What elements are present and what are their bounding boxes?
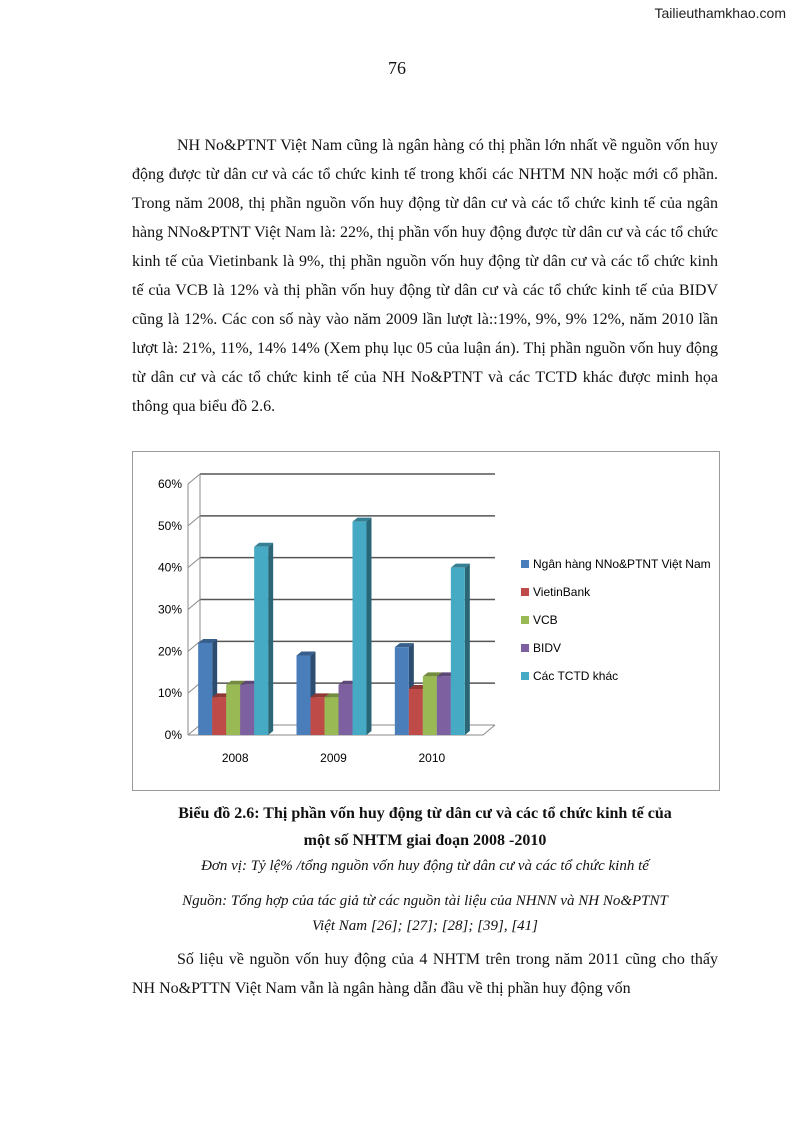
legend-label: BIDV bbox=[533, 641, 562, 655]
legend-swatch bbox=[521, 588, 529, 596]
legend-swatch bbox=[521, 672, 529, 680]
bar-1-2010 bbox=[395, 647, 409, 735]
page-number: 76 bbox=[388, 58, 406, 78]
y-tick-label: 40% bbox=[157, 560, 182, 575]
legend-label: VCB bbox=[533, 613, 558, 627]
bar-2-2008 bbox=[212, 697, 226, 735]
floor-edge bbox=[483, 725, 495, 735]
bar-3-2010 bbox=[423, 676, 437, 735]
bar-4-2009 bbox=[339, 685, 353, 735]
bar-3-2009 bbox=[325, 697, 339, 735]
bar-side bbox=[268, 543, 273, 735]
bar-side bbox=[465, 564, 470, 735]
legend-swatch bbox=[521, 644, 529, 652]
x-tick-label: 2010 bbox=[418, 751, 446, 765]
bar-4-2008 bbox=[240, 685, 254, 735]
legend-swatch bbox=[521, 616, 529, 624]
y-tick-label: 50% bbox=[157, 518, 182, 533]
bar-2-2009 bbox=[311, 697, 325, 735]
bar-1-2008 bbox=[198, 643, 212, 735]
source-note bbox=[132, 889, 718, 939]
grid-depth-line bbox=[188, 474, 200, 484]
body-paragraph-2: Số liệu về nguồn vốn huy động của 4 NHTM trên trong năm 2011 cũng cho thấy NH No&PTTN Việt Nam vẫn là ngân hàng dẫn đầu về thị phần huy động vốn bbox=[132, 951, 718, 997]
y-tick-label: 10% bbox=[157, 686, 182, 701]
bar-2-2010 bbox=[409, 689, 423, 735]
bar-4-2010 bbox=[437, 676, 451, 735]
x-tick-label: 2008 bbox=[221, 751, 249, 765]
bar-5-2010 bbox=[451, 568, 465, 735]
legend-swatch bbox=[521, 560, 529, 568]
chart-canvas bbox=[133, 452, 719, 790]
bar-3-2008 bbox=[226, 685, 240, 735]
caption-line-2: một số NHTM giai đoạn 2008 -2010 bbox=[303, 832, 547, 849]
x-tick-label: 2009 bbox=[320, 751, 347, 765]
caption-line-1: Biểu đồ 2.6: Thị phần vốn huy động từ dân cư và các tổ chức kinh tế của bbox=[178, 805, 672, 822]
y-tick-label: 30% bbox=[157, 602, 182, 617]
source-line-2: Việt Nam [26]; [27]; [28]; [39], [41] bbox=[312, 918, 538, 934]
bar-5-2008 bbox=[254, 547, 268, 735]
bar-5-2009 bbox=[353, 522, 367, 735]
watermark: Tailieuthamkhao.com bbox=[654, 5, 786, 21]
legend-label: Ngân hàng NNo&PTNT Việt Nam bbox=[533, 557, 711, 571]
y-tick-label: 20% bbox=[157, 644, 182, 659]
chart-caption bbox=[132, 800, 718, 854]
grid-depth-line bbox=[188, 600, 200, 610]
bar-1-2009 bbox=[297, 656, 311, 735]
unit-note: Đơn vị: Tỷ lệ% /tổng nguồn vốn huy động từ dân cư và các tổ chức kinh tế bbox=[201, 858, 649, 874]
grid-depth-line bbox=[188, 516, 200, 526]
bar-side bbox=[367, 518, 372, 735]
legend-label: VietinBank bbox=[533, 585, 591, 599]
legend-label: Các TCTD khác bbox=[533, 669, 619, 683]
body-paragraph-1: NH No&PTNT Việt Nam cũng là ngân hàng có thị phần lớn nhất về nguồn vốn huy động được từ dân cư và các tổ chức kinh tế trong khối các NHTM NN hoặc mới cổ phần. Trong năm 2008, thị phần nguồn vốn huy động từ dân cư và các tổ chức kinh tế của ngân hàng NNo&PTNT Việt Nam là: 22%, thị phần vốn huy động được từ dân cư và các tổ chức kinh tế của Vietinbank là 9%, thị phần nguồn vốn huy động từ dân cư và các tổ chức kinh tế của VCB là 12% và thị phần vốn huy động từ dân cư và các tổ chức kinh tế của BIDV cũng là 12%. Các con số này vào năm 2009 lần lượt là::19%, 9%, 9% 12%, năm 2010 lần lượt là: 21%, 11%, 14% 14% (Xem phụ lục 05 của luận án). Thị phần nguồn vốn huy động từ dân cư và các tổ chức kinh tế của NH No&PTNT và các TCTD khác được minh họa thông qua biểu đồ 2.6. bbox=[132, 137, 718, 415]
bar-chart bbox=[132, 451, 720, 791]
y-tick-label: 0% bbox=[164, 728, 182, 742]
grid-depth-line bbox=[188, 558, 200, 568]
y-tick-label: 60% bbox=[157, 477, 182, 491]
source-line-1: Nguồn: Tổng hợp của tác giả từ các nguồn tài liệu của NHNN và NH No&PTNT bbox=[182, 893, 668, 909]
